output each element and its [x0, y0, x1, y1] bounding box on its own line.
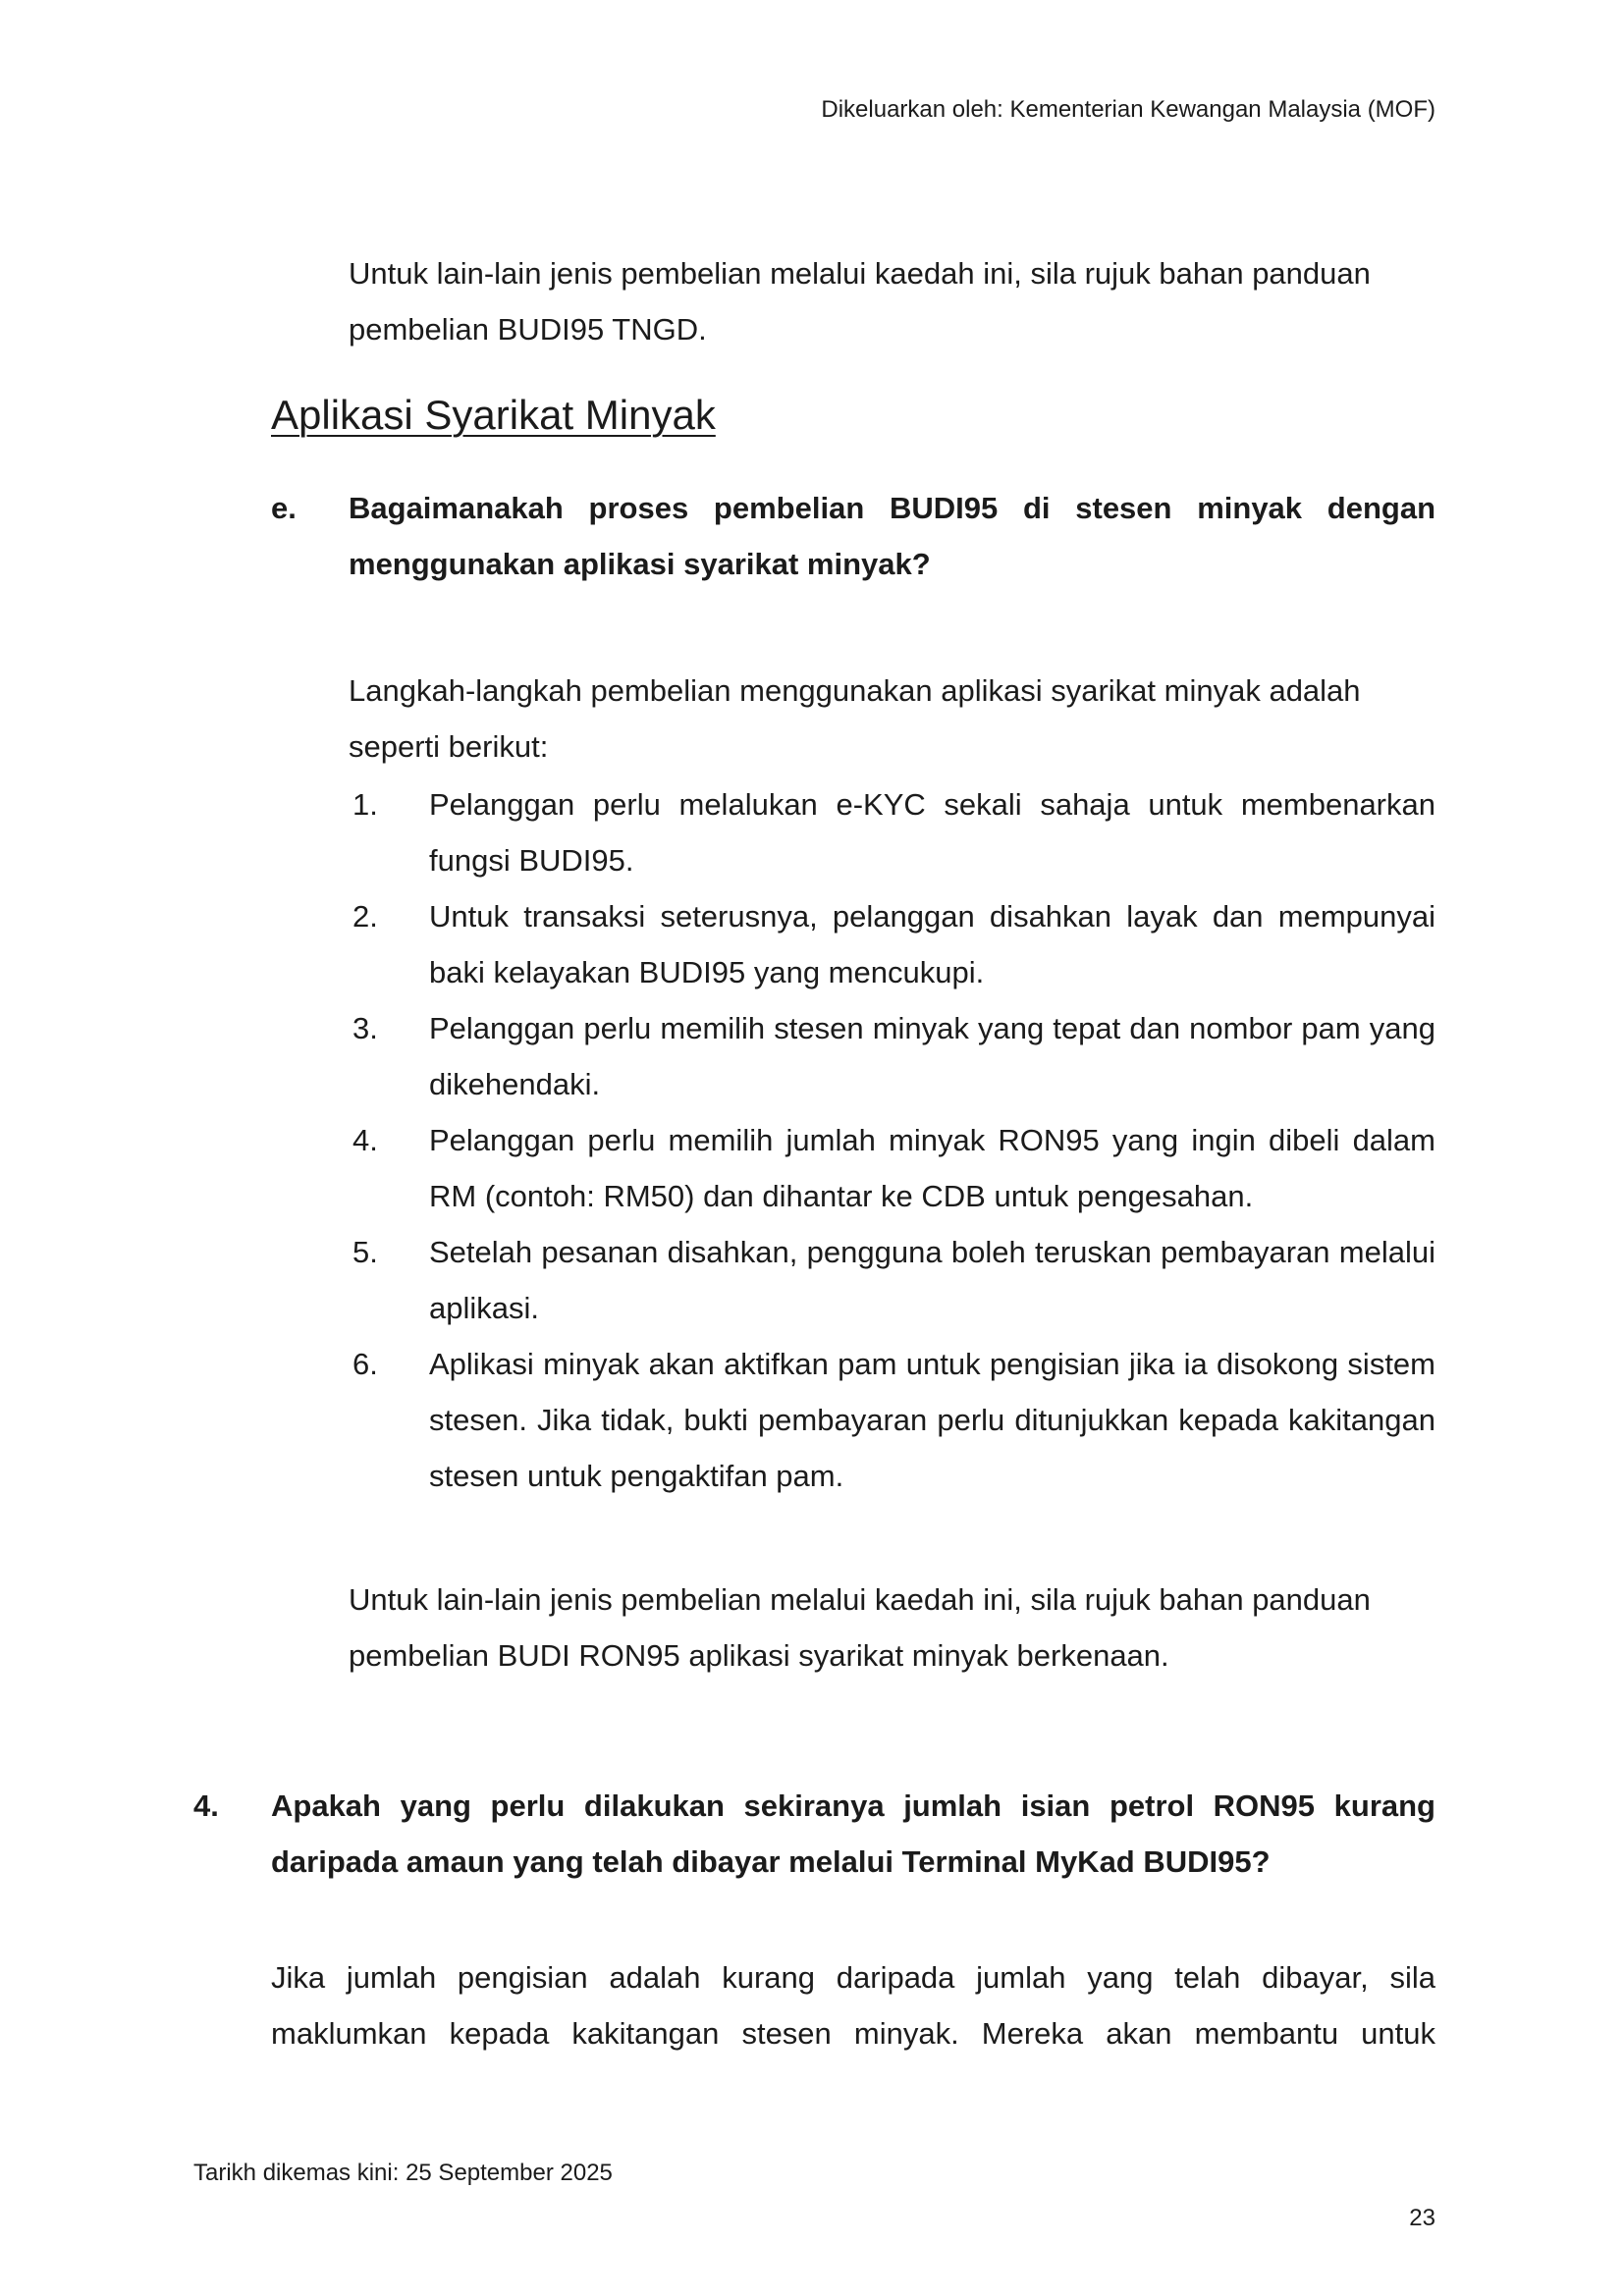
step-text: Aplikasi minyak akan aktifkan pam untuk pengisian jika ia disokong sistem stesen. Jika tidak, bukti pembayaran perlu ditunjukkan kepada kakitangan stesen untuk pengaktifan pam. [429, 1347, 1435, 1493]
step-text: Setelah pesanan disahkan, pengguna boleh teruskan pembayaran melalui aplikasi. [429, 1235, 1435, 1325]
list-item [349, 1336, 1435, 1504]
steps-list [349, 776, 1435, 1504]
answer-paragraph: Jika jumlah pengisian adalah kurang daripada jumlah yang telah dibayar, sila maklumkan kepada kakitangan stesen minyak. Mereka akan membantu untuk [271, 1960, 1435, 2051]
question-4 [193, 1778, 1435, 1890]
steps-intro: Langkah-langkah pembelian menggunakan aplikasi syarikat minyak adalah seperti berikut: [349, 673, 1361, 764]
page-number: 23 [1409, 2205, 1435, 2231]
list-item [349, 776, 1435, 888]
question-4-marker: 4. [193, 1789, 219, 1823]
list-item [349, 1112, 1435, 1224]
step-number: 2. [352, 899, 378, 934]
step-text: Untuk transaksi seterusnya, pelanggan disahkan layak dan mempunyai baki kelayakan BUDI95 yang mencukupi. [429, 899, 1435, 989]
step-text: Pelanggan perlu memilih stesen minyak yang tepat dan nombor pam yang dikehendaki. [429, 1011, 1435, 1101]
step-number: 5. [352, 1235, 378, 1269]
step-number: 4. [352, 1123, 378, 1157]
list-item [349, 888, 1435, 1000]
step-number: 3. [352, 1011, 378, 1045]
question-e [271, 480, 1435, 592]
step-text: Pelanggan perlu melalukan e-KYC sekali sahaja untuk membenarkan fungsi BUDI95. [429, 787, 1435, 878]
step-number: 1. [352, 787, 378, 822]
question-4-text: Apakah yang perlu dilakukan sekiranya jumlah isian petrol RON95 kurang daripada amaun yang telah dibayar melalui Terminal MyKad BUDI95? [271, 1789, 1435, 1879]
list-item [349, 1000, 1435, 1112]
question-e-marker: e. [271, 491, 297, 525]
list-item [349, 1224, 1435, 1336]
section-heading: Aplikasi Syarikat Minyak [271, 392, 716, 438]
closing-paragraph: Untuk lain-lain jenis pembelian melalui kaedah ini, sila rujuk bahan panduan pembelian BUDI RON95 aplikasi syarikat minyak berkenaan. [349, 1582, 1371, 1673]
step-text: Pelanggan perlu memilih jumlah minyak RON95 yang ingin dibeli dalam RM (contoh: RM50) dan dihantar ke CDB untuk pengesahan. [429, 1123, 1435, 1213]
step-number: 6. [352, 1347, 378, 1381]
page-header: Dikeluarkan oleh: Kementerian Kewangan Malaysia (MOF) [821, 96, 1435, 123]
intro-paragraph: Untuk lain-lain jenis pembelian melalui kaedah ini, sila rujuk bahan panduan pembelian BUDI95 TNGD. [349, 256, 1371, 347]
question-e-text: Bagaimanakah proses pembelian BUDI95 di stesen minyak dengan menggunakan aplikasi syarikat minyak? [349, 491, 1435, 581]
footer-updated-date: Tarikh dikemas kini: 25 September 2025 [193, 2160, 613, 2186]
